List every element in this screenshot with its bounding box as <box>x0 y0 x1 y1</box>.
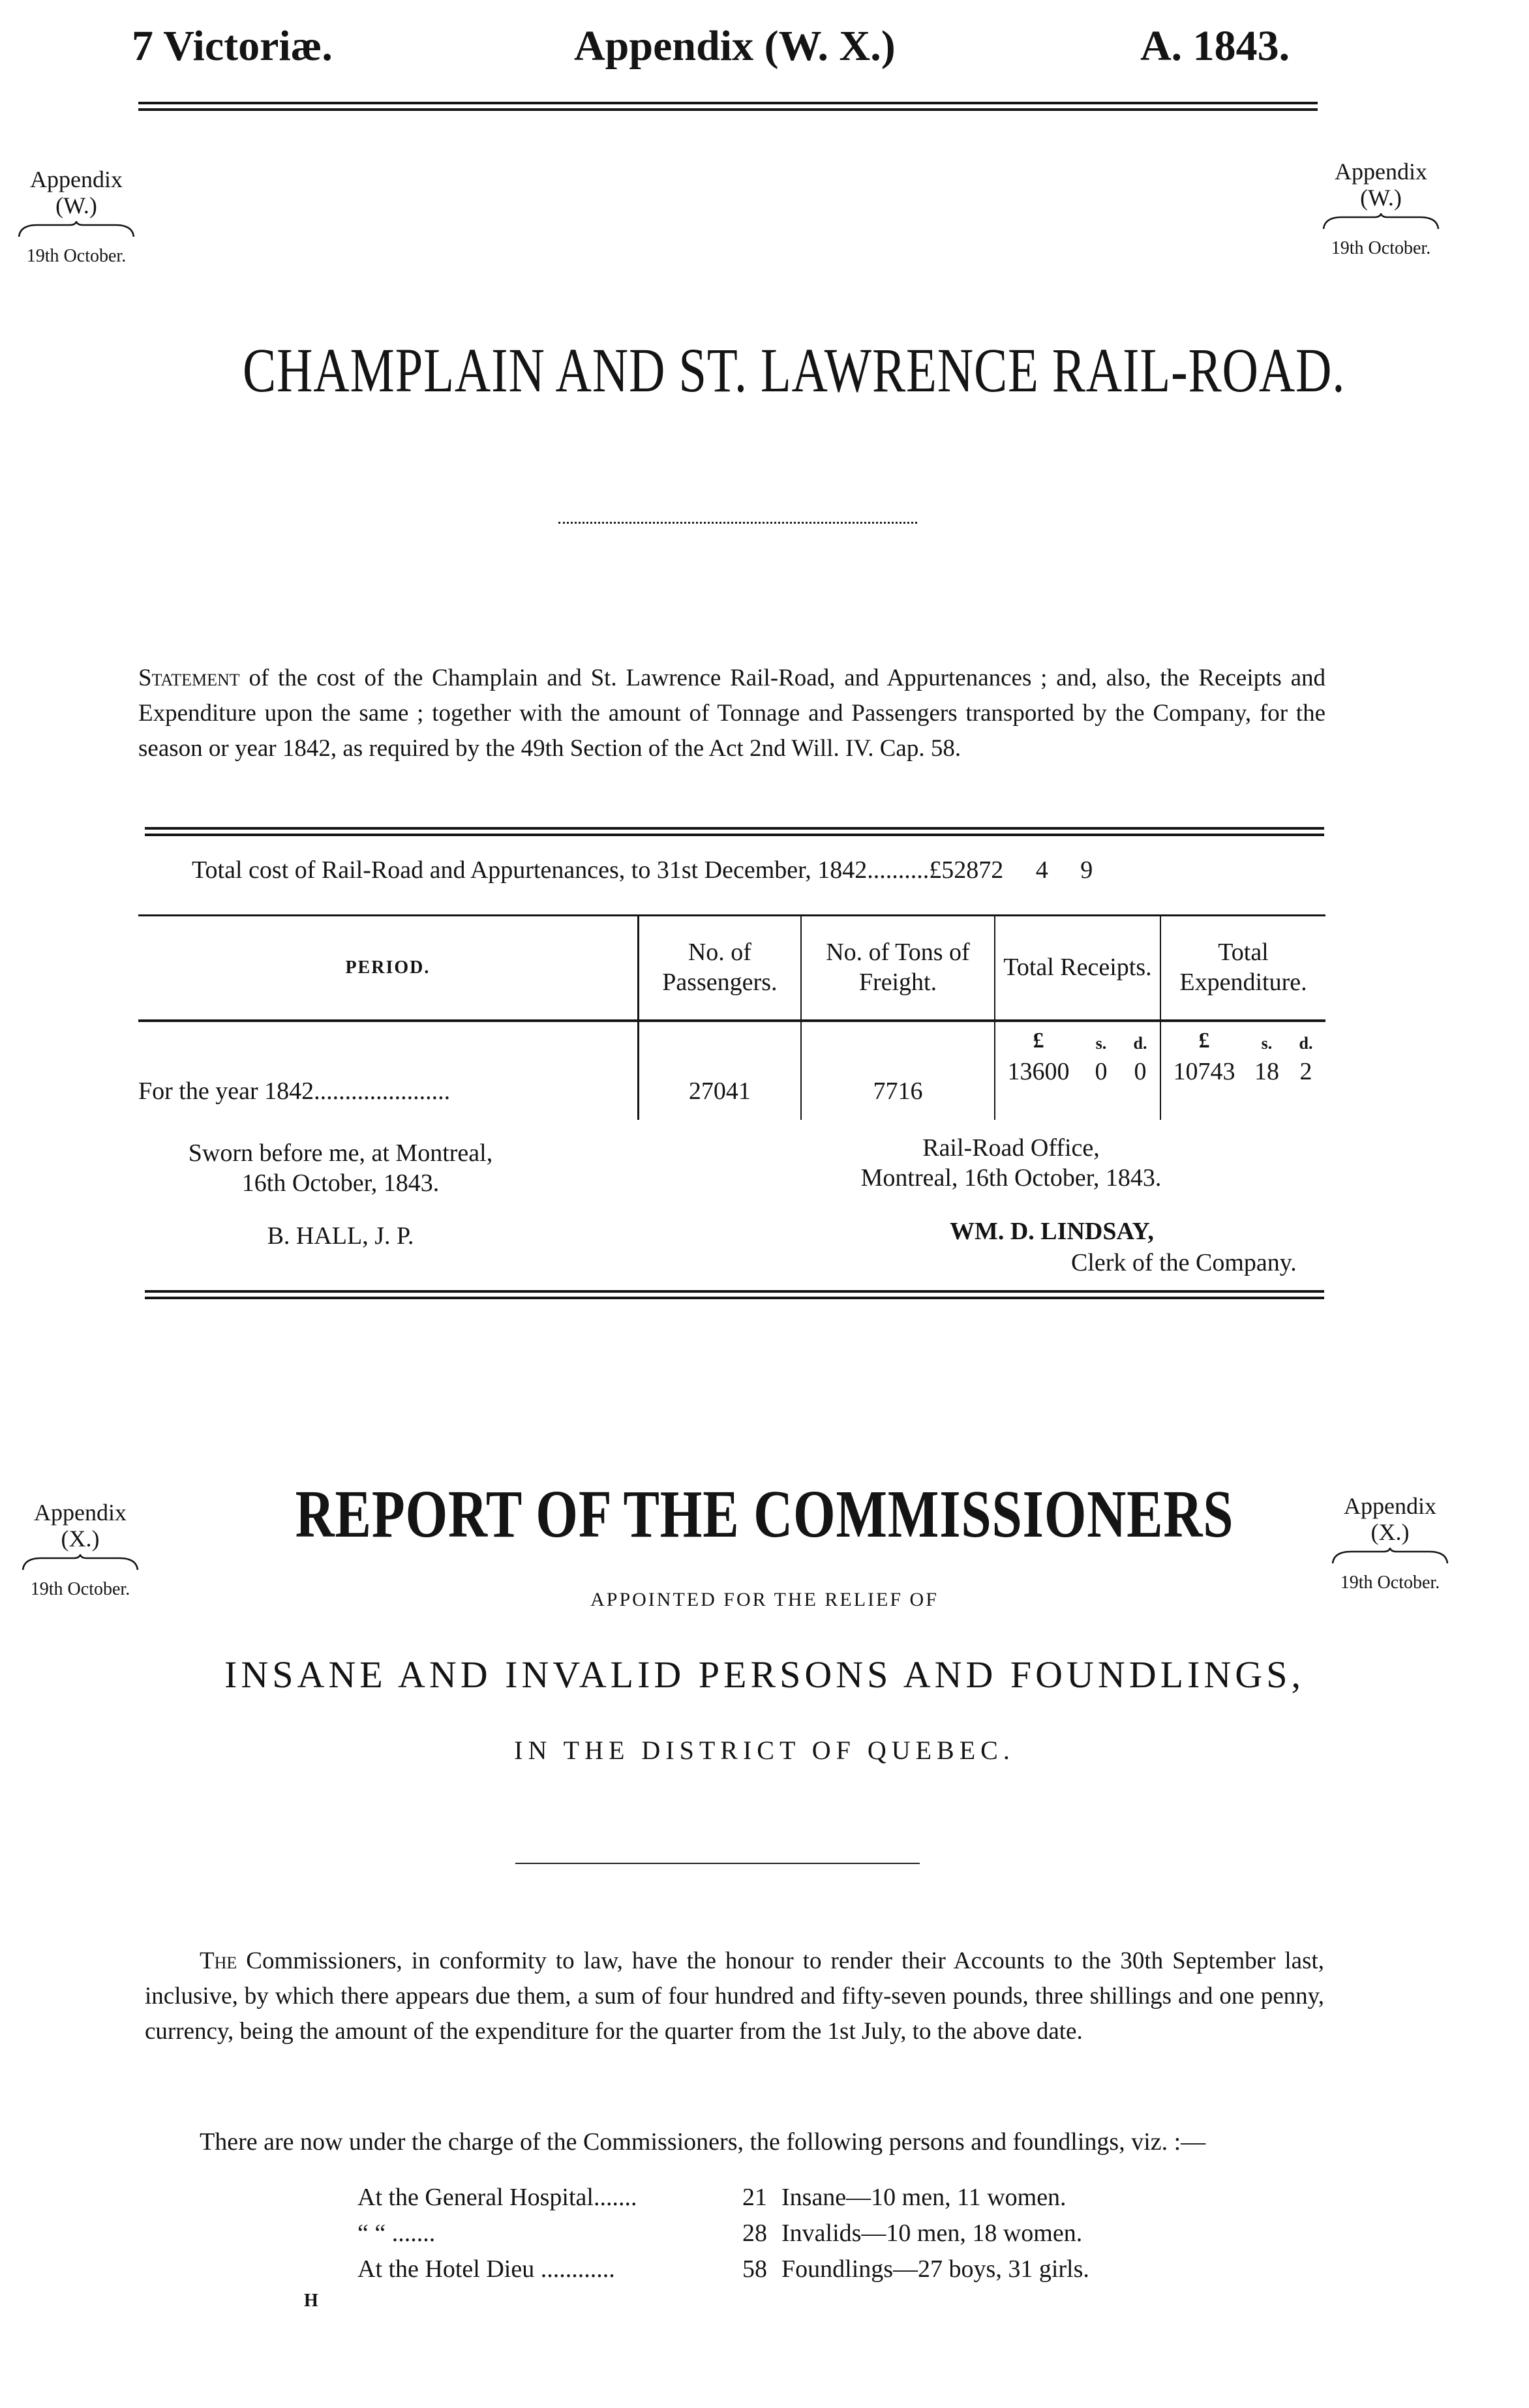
report-lead: The <box>200 1948 237 1974</box>
margin-note-label: Appendix <box>1344 1493 1436 1519</box>
margin-note-date: 19th October. <box>26 245 127 266</box>
total-cost-pence: 9 <box>1080 856 1093 884</box>
office-block <box>796 1134 1226 1193</box>
brace-icon <box>22 1554 139 1571</box>
expenditure-shillings: 18 <box>1254 1058 1279 1085</box>
list-desc: Invalids—10 men, 18 women. <box>781 2220 1083 2248</box>
header-expenditure: Total Expenditure. <box>1179 939 1307 996</box>
header-year: A. 1843. <box>1140 22 1290 70</box>
list-item <box>357 2251 1205 2287</box>
table-data-row <box>138 1022 1325 1120</box>
margin-note-label: Appendix <box>1335 158 1427 185</box>
list-item <box>357 2180 1205 2216</box>
unit-pounds: £ <box>1033 1029 1044 1053</box>
office-line2: Montreal, 16th October, 1843. <box>860 1164 1162 1192</box>
list-item <box>357 2216 1205 2251</box>
brace-icon <box>1331 1548 1449 1565</box>
margin-note-date: 19th October. <box>30 1578 130 1599</box>
list-place: At the Hotel Dieu ............ <box>357 2255 615 2283</box>
list-place: “ “ ....... <box>357 2220 436 2248</box>
receipts-pence: 0 <box>1134 1058 1147 1085</box>
total-cost-label: Total cost of Rail-Road and Appurtenances, to 31st December, 1842.......... <box>192 856 930 884</box>
receipts-values <box>995 1057 1160 1086</box>
expenditure-pounds: 10743 <box>1173 1058 1235 1085</box>
header-rule <box>138 102 1318 111</box>
statement-lead: Statement <box>138 665 240 691</box>
statistics-table <box>138 916 1325 1120</box>
unit-pounds: £ <box>1198 1029 1210 1053</box>
statement-rule <box>145 827 1324 836</box>
unit-shillings: s. <box>1261 1034 1273 1053</box>
section2-heading: INSANE AND INVALID PERSONS AND FOUNDLINGS, <box>224 1653 1305 1696</box>
persons-list <box>357 2180 1205 2287</box>
expenditure-values <box>1161 1057 1325 1086</box>
receipts-shillings: 0 <box>1095 1058 1108 1085</box>
header-period: PERIOD. <box>138 916 638 1021</box>
list-desc: Insane—10 men, 11 women. <box>781 2184 1067 2211</box>
sworn-line2: 16th October, 1843. <box>241 1169 440 1197</box>
row-period: For the year 1842...................... <box>138 1022 638 1120</box>
charge-paragraph: There are now under the charge of the Commissioners, the following persons and foundlings, viz. :— <box>200 2128 1206 2156</box>
list-count: 21 <box>742 2184 767 2211</box>
header-receipts: Total Receipts. <box>995 916 1160 1021</box>
header-appendix: Appendix (W. X.) <box>574 22 896 70</box>
margin-note-date: 19th October. <box>1340 1572 1440 1593</box>
receipts-pounds: 13600 <box>1007 1058 1070 1085</box>
row-freight: 7716 <box>801 1022 995 1120</box>
margin-note-date: 19th October. <box>1331 237 1431 258</box>
table-header-row <box>138 916 1325 1021</box>
row-passengers: 27041 <box>638 1022 801 1120</box>
receipts-units <box>995 1029 1160 1053</box>
list-count: 58 <box>742 2255 767 2283</box>
margin-note-letter: (W.) <box>55 192 97 218</box>
header-freight: No. of Tons of Freight. <box>801 916 995 1021</box>
list-count: 28 <box>742 2220 767 2248</box>
margin-note-left-x <box>12 1500 149 1600</box>
header-session: 7 Victoriæ. <box>132 22 333 70</box>
signature-mark: H <box>304 2291 318 2311</box>
section2-subtitle: APPOINTED FOR THE RELIEF OF <box>590 1589 939 1610</box>
office-line1: Rail-Road Office, <box>922 1134 1100 1162</box>
unit-shillings: s. <box>1095 1034 1107 1053</box>
sworn-signature: B. HALL, J. P. <box>267 1222 414 1250</box>
title-divider <box>558 522 917 524</box>
margin-note-letter: (W.) <box>1360 184 1402 211</box>
unit-pence: d. <box>1299 1034 1313 1053</box>
section1-title: CHAMPLAIN AND ST. LAWRENCE RAIL-ROAD. <box>243 335 1346 405</box>
report-paragraph <box>145 1944 1324 2049</box>
unit-pence: d. <box>1133 1034 1147 1053</box>
statement-paragraph <box>138 661 1325 766</box>
sworn-block <box>145 1139 536 1252</box>
office-role: Clerk of the Company. <box>1071 1249 1297 1276</box>
sworn-line1: Sworn before me, at Montreal, <box>188 1139 493 1167</box>
expenditure-units <box>1161 1029 1325 1053</box>
section2-title: REPORT OF THE COMMISSIONERS <box>295 1477 1234 1552</box>
statistics-table-wrap <box>138 914 1325 1120</box>
margin-note-right-w <box>1312 159 1449 259</box>
row-receipts <box>995 1022 1160 1120</box>
margin-note-left-w <box>8 167 145 267</box>
margin-note-letter: (X.) <box>61 1525 100 1552</box>
section2-divider <box>515 1863 920 1864</box>
expenditure-pence: 2 <box>1299 1058 1312 1085</box>
margin-note-label: Appendix <box>34 1499 127 1526</box>
brace-icon <box>18 221 135 238</box>
report-text: Commissioners, in conformity to law, have the honour to render their Accounts to the 30th September last, inclusive, by which there appears due them, a sum of four hundred and fifty-seven pounds, three shillings and one penny, currency, being the amount of the expenditure for the quarter from the 1st July, to the above date. <box>145 1948 1325 2045</box>
list-desc: Foundlings—27 boys, 31 girls. <box>781 2255 1089 2283</box>
list-place: At the General Hospital....... <box>357 2184 637 2211</box>
margin-note-right-x <box>1322 1494 1459 1593</box>
total-cost-pounds: £52872 <box>929 856 1004 884</box>
section2-district: IN THE DISTRICT OF QUEBEC. <box>514 1736 1015 1765</box>
statement-text: of the cost of the Champlain and St. Lawrence Rail-Road, and Appurtenances ; and, also, the Receipts and Expenditure upon the same ; together with the amount of Tonnage and Passengers transported by the Company, for the season or year 1842, as required by the 49th Section of the Act 2nd Will. IV. Cap. 58. <box>138 665 1326 762</box>
row-expenditure <box>1160 1022 1325 1120</box>
brace-icon <box>1322 213 1440 230</box>
office-signature: WM. D. LINDSAY, <box>950 1218 1154 1245</box>
margin-note-letter: (X.) <box>1370 1518 1410 1545</box>
section1-end-rule <box>145 1290 1324 1299</box>
margin-note-label: Appendix <box>30 166 123 192</box>
total-cost-line <box>192 856 1093 884</box>
total-cost-shillings: 4 <box>1035 856 1048 884</box>
header-passengers: No. of Passengers. <box>638 916 801 1021</box>
